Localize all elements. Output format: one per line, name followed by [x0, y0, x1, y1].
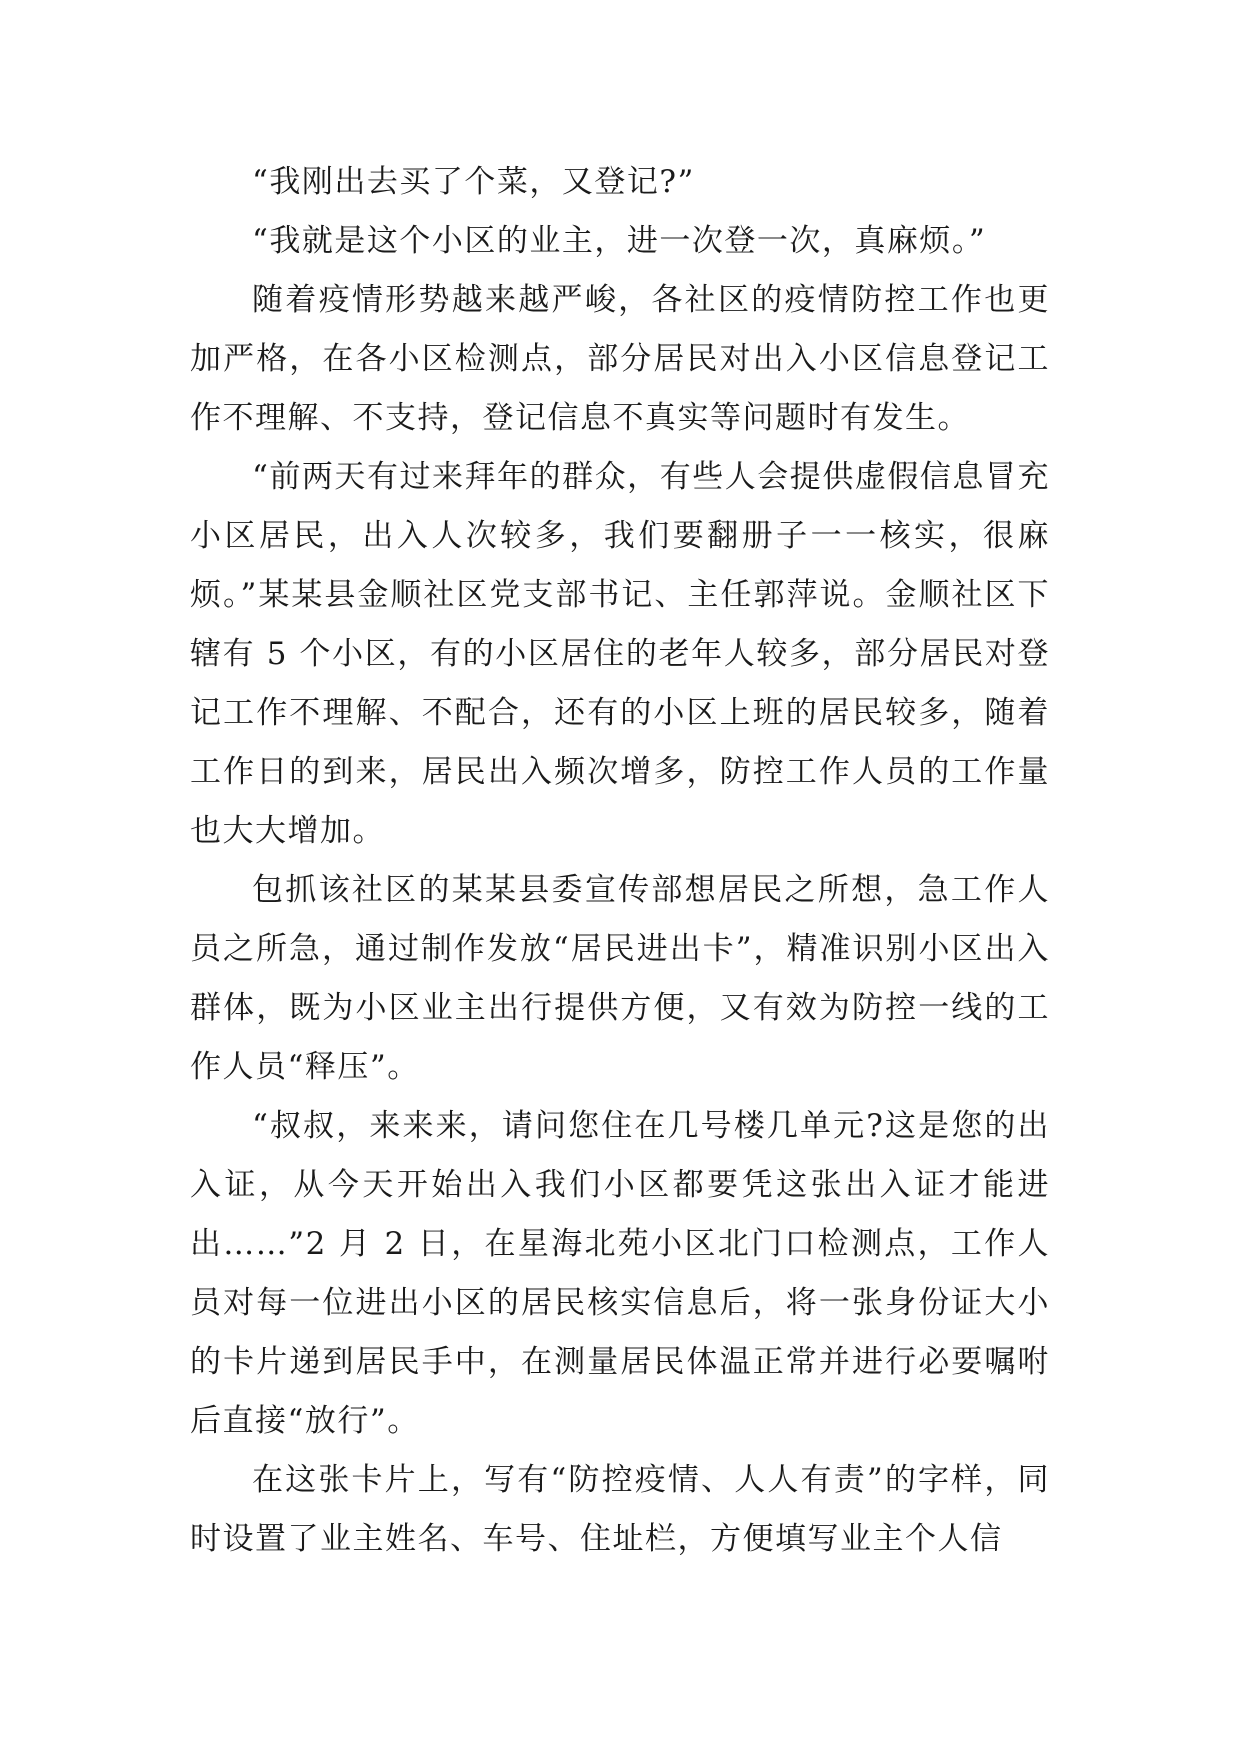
- paragraph-1: “我刚出去买了个菜，又登记?”: [252, 164, 695, 200]
- paragraph-4: “前两天有过来拜年的群众，有些人会提供虚假信息冒充小区居民，出入人次较多，我们要翻册子一一核实，很麻烦。”某某县金顺社区党支部书记、主任郭萍说。金顺社区下辖有 5 个小区，有的小区居住的老年人较多，部分居民对登记工作不理解、不配合，还有的小区上班的居民较多，随着工作日的到来，居民出入频次增多，防控工作人员的工作量也大大增加。: [190, 459, 1050, 849]
- paragraph-3: 随着疫情形势越来越严峻，各社区的疫情防控工作也更加严格，在各小区检测点，部分居民对出入小区信息登记工作不理解、不支持，登记信息不真实等问题时有发生。: [190, 282, 1050, 436]
- document-body: [190, 153, 1050, 1569]
- paragraph-7: 在这张卡片上，写有“防控疫情、人人有责”的字样，同时设置了业主姓名、车号、住址栏，方便填写业主个人信: [190, 1462, 1050, 1557]
- paragraph-6: “叔叔，来来来，请问您住在几号楼几单元?这是您的出入证，从今天开始出入我们小区都要凭这张出入证才能进出……”2 月 2 日，在星海北苑小区北门口检测点，工作人员对每一位进出小区的居民核实信息后，将一张身份证大小的卡片递到居民手中，在测量居民体温正常并进行必要嘱咐后直接“放行”。: [190, 1108, 1050, 1439]
- paragraph-2: “我就是这个小区的业主，进一次登一次，真麻烦。”: [252, 223, 987, 259]
- paragraph-5: 包抓该社区的某某县委宣传部想居民之所想，急工作人员之所急，通过制作发放“居民进出卡”，精准识别小区出入群体，既为小区业主出行提供方便，又有效为防控一线的工作人员“释压”。: [190, 872, 1050, 1085]
